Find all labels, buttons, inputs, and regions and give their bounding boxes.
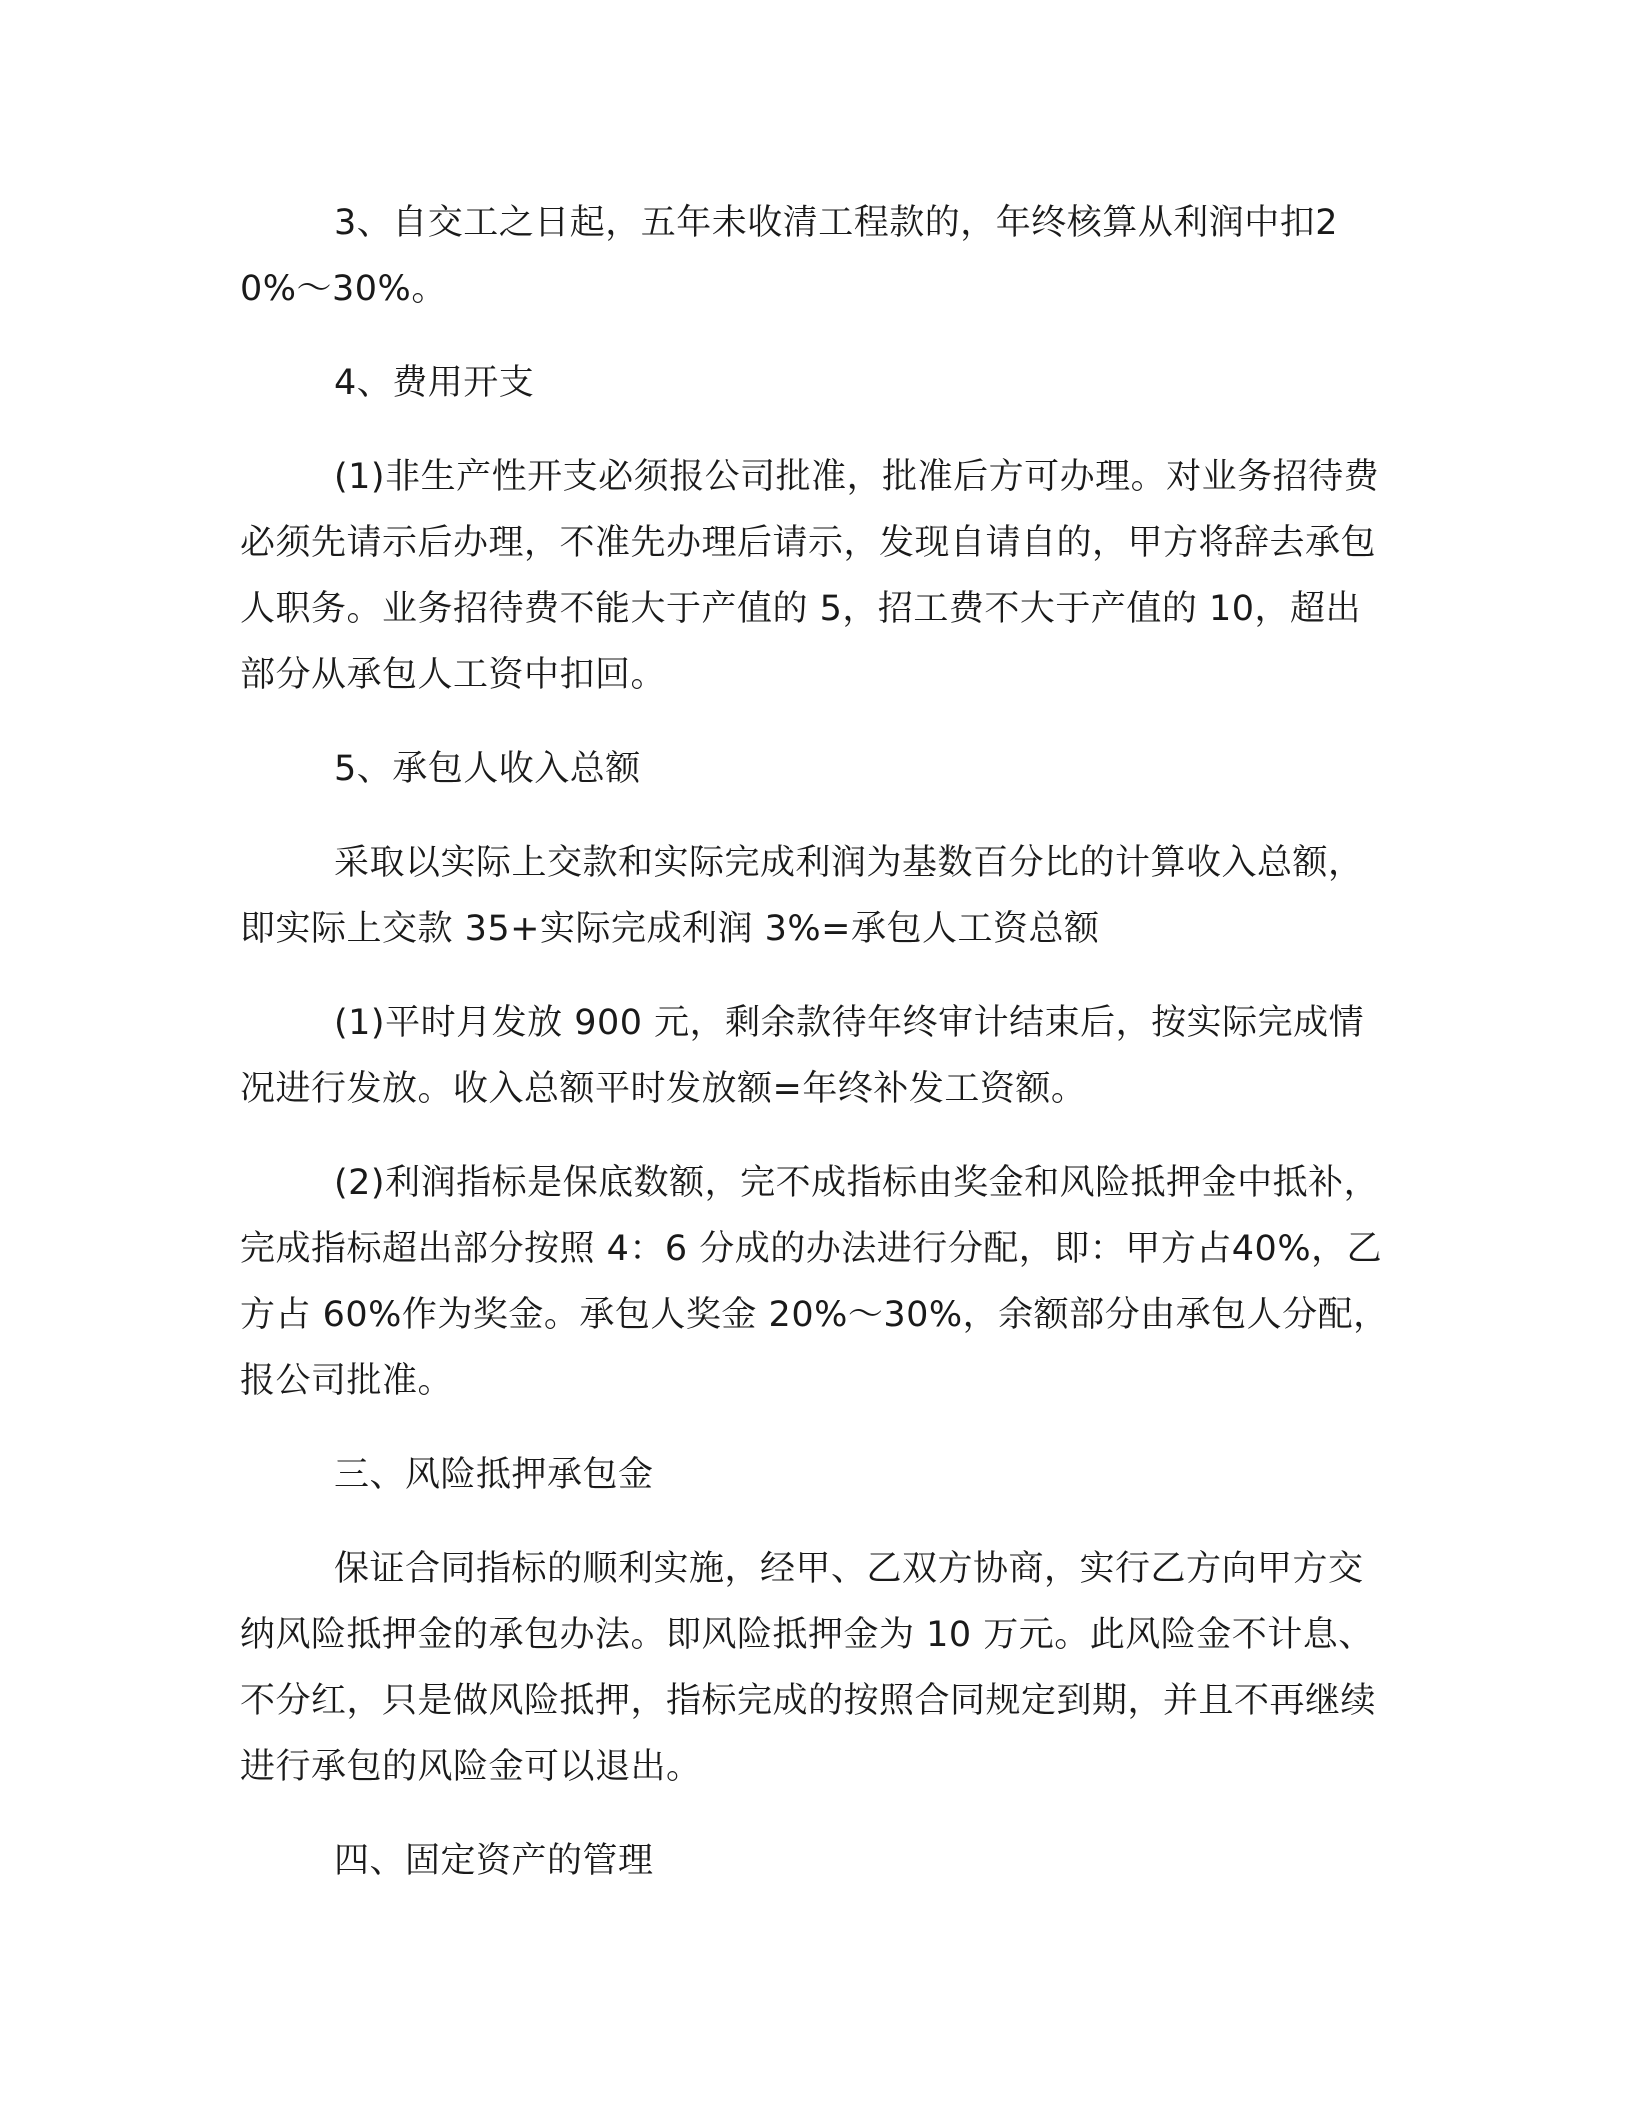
heading-risk-deposit: 三、风险抵押承包金 — [334, 1455, 654, 1495]
document-page — [240, 190, 1390, 1894]
paragraph-expense-approval: (1)非生产性开支必须报公司批准，批准后方可办理。对业务招待费必须先请示后办理，不准先办理后请示，发现自请自的，甲方将辞去承包人职务。业务招待费不能大于产值的 5，招工费不大于产值的 10，超出部分从承包人工资中扣回。 — [240, 457, 1380, 695]
heading-expenses: 4、费用开支 — [334, 363, 535, 403]
paragraph-risk-deposit: 保证合同指标的顺利实施，经甲、乙双方协商，实行乙方向甲方交纳风险抵押金的承包办法。即风险抵押金为 10 万元。此风险金不计息、不分红，只是做风险抵押，指标完成的按照合同规定到期，并且不再继续进行承包的风险金可以退出。 — [240, 1549, 1377, 1787]
paragraph-profit-target: (2)利润指标是保底数额，完不成指标由奖金和风险抵押金中抵补，完成指标超出部分按照 4：6 分成的办法进行分配，即：甲方占40%，乙方占 60%作为奖金。承包人奖金 20%～30%，余额部分由承包人分配，报公司批准。 — [240, 1163, 1389, 1401]
heading-contractor-income: 5、承包人收入总额 — [334, 749, 641, 789]
paragraph-income-calculation: 采取以实际上交款和实际完成利润为基数百分比的计算收入总额，即实际上交款 35+实际完成利润 3%=承包人工资总额 — [240, 843, 1364, 949]
paragraph-clause-3: 3、自交工之日起，五年未收清工程款的，年终核算从利润中扣20%～30%。 — [240, 203, 1339, 309]
heading-fixed-assets: 四、固定资产的管理 — [334, 1841, 654, 1881]
paragraph-monthly-payment: (1)平时月发放 900 元，剩余款待年终审计结束后，按实际完成情况进行发放。收入总额平时发放额=年终补发工资额。 — [240, 1003, 1365, 1109]
